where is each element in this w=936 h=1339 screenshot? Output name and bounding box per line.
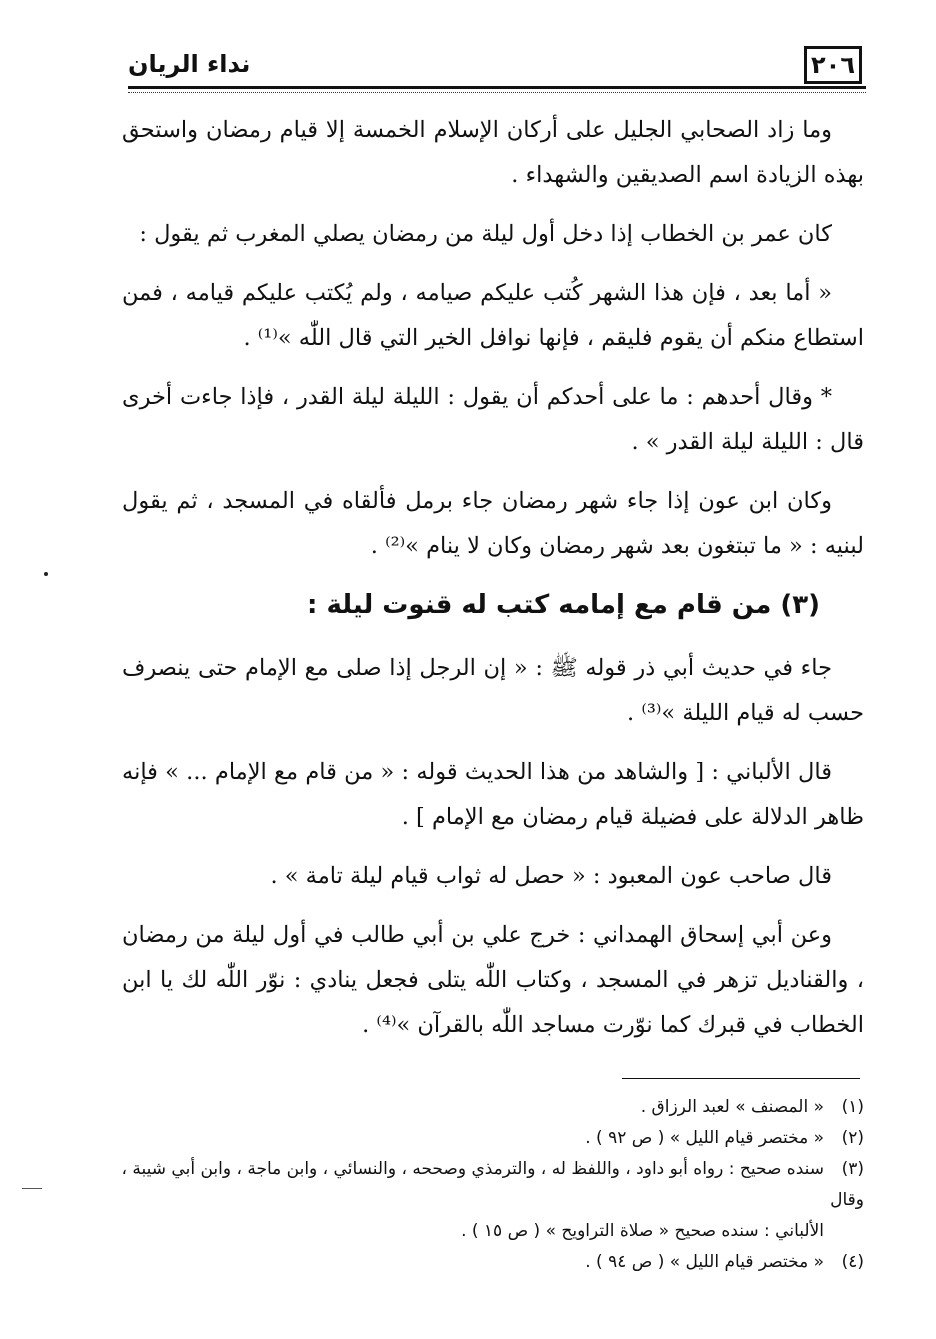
footnote-text: « مختصر قيام الليل » ( ص ٩٤ ) .	[585, 1252, 824, 1272]
section-heading: (٣) من قام مع إمامه كتب له قنوت ليلة :	[307, 590, 820, 620]
footnote-number: (٢)	[841, 1128, 864, 1148]
footnotes	[120, 1092, 864, 1278]
footnote	[120, 1123, 864, 1154]
footnote-number: (٤)	[841, 1252, 864, 1272]
page-header	[128, 40, 866, 90]
footnote-text: سنده صحيح : رواه أبو داود ، واللفظ له ، والترمذي وصححه ، والنسائي ، وابن ماجة ، وابن أبي شيبة ، وقال	[121, 1159, 864, 1210]
quote-paragraph: « أما بعد ، فإن هذا الشهر كُتب عليكم صيامه ، ولم يُكتب عليكم قيامه ، فمن استطاع منكم أن يقوم فليقم ، فإنها نوافل الخير التي قال اللّٰه »⁽¹⁾ .	[122, 280, 864, 351]
paragraph: وكان ابن عون إذا جاء شهر رمضان جاء برمل فألقاه في المسجد ، ثم يقول لبنيه : « ما تبتغون بعد شهر رمضان وكان لا ينام »⁽²⁾ .	[122, 488, 864, 559]
footnote-continuation	[120, 1216, 864, 1247]
paragraph: قال صاحب عون المعبود : « حصل له ثواب قيام ليلة تامة » .	[270, 863, 832, 889]
footnote-number: (٣)	[841, 1159, 864, 1179]
paragraph: وعن أبي إسحاق الهمداني : خرج علي بن أبي طالب في أول ليلة من رمضان ، والقناديل تزهر في المسجد ، وكتاب اللّٰه يتلى فجعل ينادي : نوّر اللّٰه لك يا ابن الخطاب في قبرك كما نوّرت مساجد اللّٰه بالقرآن »⁽⁴⁾ .	[122, 922, 864, 1038]
header-rule	[128, 86, 866, 89]
paragraph: * وقال أحدهم : ما على أحدكم أن يقول : الليلة ليلة القدر ، فإذا جاءت أخرى قال : الليلة ليلة القدر » .	[122, 384, 864, 455]
footnote	[120, 1247, 864, 1278]
footnote-text: الألباني : سنده صحيح « صلاة التراويح » ( ص ١٥ ) .	[461, 1221, 824, 1241]
main-text	[122, 108, 864, 1062]
page-number: ٢٠٦	[804, 46, 862, 84]
paragraph: قال الألباني : [ والشاهد من هذا الحديث قوله : « من قام مع الإمام ... » فإنه ظاهر الدلالة على فضيلة قيام رمضان مع الإمام ] .	[122, 759, 864, 830]
footnote	[120, 1154, 864, 1216]
footnote-number: (١)	[841, 1097, 864, 1117]
running-title: نداء الريان	[128, 50, 251, 78]
scan-speck	[44, 572, 48, 576]
paragraph: وما زاد الصحابي الجليل على أركان الإسلام الخمسة إلا قيام رمضان واستحق بهذه الزيادة اسم الصديقين والشهداء .	[122, 117, 864, 188]
footnote	[120, 1092, 864, 1123]
paragraph: جاء في حديث أبي ذر قوله ﷺ : « إن الرجل إذا صلى مع الإمام حتى ينصرف حسب له قيام الليلة »⁽³⁾ .	[122, 655, 864, 726]
footnote-text: « مختصر قيام الليل » ( ص ٩٢ ) .	[585, 1128, 824, 1148]
footnote-rule	[622, 1078, 860, 1079]
footnote-text: « المصنف » لعبد الرزاق .	[640, 1097, 824, 1117]
scan-speck	[22, 1188, 42, 1189]
header-rule-dotted	[128, 92, 866, 93]
paragraph: كان عمر بن الخطاب إذا دخل أول ليلة من رمضان يصلي المغرب ثم يقول :	[139, 221, 832, 247]
